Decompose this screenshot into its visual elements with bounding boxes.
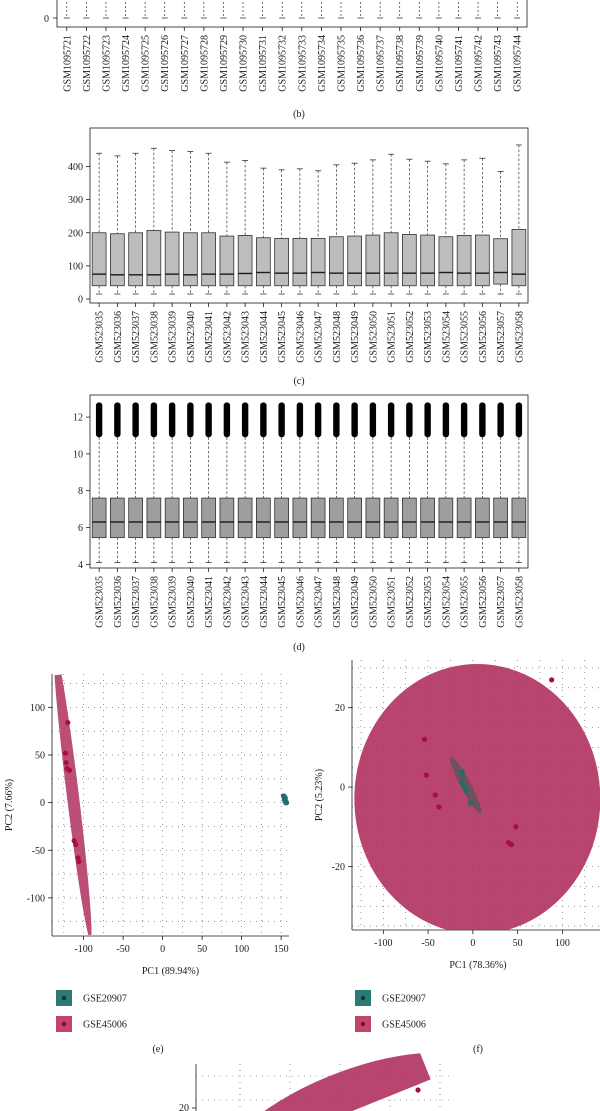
outlier-points xyxy=(297,402,303,437)
point-gse45006 xyxy=(424,773,429,778)
x-tick-label: GSM523049 xyxy=(350,311,362,363)
y-tick-label: 400 xyxy=(68,162,83,173)
panel-c-boxplot xyxy=(68,128,528,387)
x-tick-label: -50 xyxy=(116,944,130,955)
outlier-points xyxy=(224,402,230,437)
x-tick-label: GSM1095737 xyxy=(375,35,387,92)
x-tick-label: GSM523055 xyxy=(459,576,471,628)
x-tick-label: GSM1095733 xyxy=(297,35,309,92)
point-gse45006 xyxy=(436,804,441,809)
box xyxy=(384,233,398,286)
y-tick-label: 100 xyxy=(30,702,45,714)
y-tick-label: 8 xyxy=(78,486,83,498)
x-tick-label: GSM523042 xyxy=(222,311,234,363)
outlier-points xyxy=(497,402,503,437)
box xyxy=(512,229,526,285)
x-tick-label: GSM523044 xyxy=(258,576,270,628)
x-tick-label: GSM523043 xyxy=(240,311,252,363)
x-tick-label: GSM523042 xyxy=(222,576,234,628)
point-gse45006 xyxy=(549,677,554,682)
box xyxy=(421,498,435,538)
outlier-points xyxy=(424,402,430,437)
point-gse20907 xyxy=(460,780,465,785)
panel-f-pca-scatter xyxy=(314,660,600,1055)
box xyxy=(147,498,161,538)
x-tick-label: GSM523037 xyxy=(131,311,143,363)
x-tick-label: GSM1095724 xyxy=(121,35,133,92)
x-tick-label: GSM1095732 xyxy=(277,35,289,92)
point-gse45006 xyxy=(509,842,514,847)
outlier-points xyxy=(278,402,284,437)
point-gse20907 xyxy=(282,795,287,800)
x-tick-label: GSM523046 xyxy=(295,311,307,363)
legend-label: GSE20907 xyxy=(83,993,127,1005)
x-tick-label: GSM1095730 xyxy=(238,35,250,92)
x-tick-label: 0 xyxy=(160,944,166,955)
y-tick-label: 10 xyxy=(73,449,83,461)
x-tick-label: GSM1095740 xyxy=(434,35,446,92)
point-gse45006 xyxy=(67,768,72,773)
outlier-points xyxy=(370,402,376,437)
y-axis-label: PC2 (7.66%) xyxy=(4,778,15,832)
x-tick-label: GSM523035 xyxy=(94,576,106,628)
x-tick-label: GSM1095744 xyxy=(512,35,524,92)
box xyxy=(165,232,179,286)
panel-e-pca-scatter xyxy=(4,645,289,1055)
x-tick-label: GSM523036 xyxy=(112,576,124,628)
x-tick-label: GSM1095731 xyxy=(258,35,270,92)
outlier-points xyxy=(461,402,467,437)
x-tick-label: GSM1095735 xyxy=(336,35,348,92)
outlier-points xyxy=(169,402,175,437)
box xyxy=(311,498,325,538)
x-tick-label: GSM523037 xyxy=(131,576,143,628)
x-tick-label: GSM523040 xyxy=(185,576,197,628)
x-tick-label: GSM1095729 xyxy=(218,34,230,92)
point-gse20907 xyxy=(464,788,469,793)
x-tick-label: GSM523056 xyxy=(477,311,489,363)
box xyxy=(475,235,489,286)
point-gse45006 xyxy=(76,859,81,864)
box xyxy=(421,235,435,286)
outlier-points xyxy=(388,402,394,437)
panel-caption: (f) xyxy=(473,1044,483,1055)
outlier-points xyxy=(260,402,266,437)
point-gse45006 xyxy=(433,792,438,797)
box xyxy=(129,498,143,538)
box xyxy=(457,498,471,538)
box xyxy=(220,236,234,286)
x-tick-label: GSM1095728 xyxy=(199,35,211,92)
x-tick-label: GSM523046 xyxy=(295,576,307,628)
x-tick-label: GSM523052 xyxy=(404,311,416,363)
panel-caption: (d) xyxy=(293,642,305,653)
outlier-points xyxy=(516,402,522,437)
y-tick-label: 300 xyxy=(68,195,83,207)
x-tick-label: GSM1095725 xyxy=(140,35,152,92)
point-gse20907 xyxy=(468,800,473,805)
point-gse20907 xyxy=(284,800,289,805)
x-tick-label: 50 xyxy=(197,944,208,955)
y-tick-label: 0 xyxy=(78,294,83,306)
point-gse20907 xyxy=(460,773,465,778)
x-tick-label: GSM523051 xyxy=(386,576,398,628)
box xyxy=(402,234,416,285)
y-tick-label: 12 xyxy=(73,412,83,424)
box xyxy=(348,236,362,286)
box xyxy=(329,237,343,286)
x-tick-label: GSM523045 xyxy=(277,576,289,628)
x-tick-label: GSM523041 xyxy=(204,576,216,628)
y-tick-label: 0 xyxy=(340,782,345,794)
x-tick-label: GSM523039 xyxy=(167,311,179,363)
outlier-points xyxy=(132,402,138,437)
x-tick-label: GSM1095741 xyxy=(453,35,465,92)
box xyxy=(92,498,106,538)
x-tick-label: GSM1095727 xyxy=(179,35,191,92)
x-axis-label: PC1 (78.36%) xyxy=(449,960,507,971)
x-tick-label: GSM523053 xyxy=(423,311,435,363)
box xyxy=(238,235,252,285)
x-axis-label: PC1 (89.94%) xyxy=(141,966,200,977)
x-tick-label: GSM523038 xyxy=(149,576,161,628)
outlier-points xyxy=(114,402,120,437)
x-tick-label: GSM523043 xyxy=(240,576,252,628)
box xyxy=(183,233,197,286)
x-tick-label: GSM523039 xyxy=(167,576,179,628)
box xyxy=(110,234,124,286)
confidence-ellipse-gse45006 xyxy=(49,645,97,940)
panel-caption: (e) xyxy=(152,1044,164,1055)
x-tick-label: GSM1095738 xyxy=(395,35,407,92)
box xyxy=(293,238,307,285)
box xyxy=(457,235,471,285)
x-tick-label: GSM523055 xyxy=(459,311,471,363)
box xyxy=(293,498,307,538)
x-tick-label: 100 xyxy=(554,938,570,949)
x-tick-label: -100 xyxy=(74,944,93,955)
box xyxy=(311,238,325,285)
box xyxy=(165,498,179,538)
box xyxy=(475,498,489,538)
outlier-points xyxy=(151,402,157,437)
box xyxy=(92,233,106,286)
y-tick-label: 20 xyxy=(335,703,345,715)
point-gse45006 xyxy=(73,842,78,847)
x-tick-label: GSM523048 xyxy=(331,576,343,628)
x-tick-label: GSM523047 xyxy=(313,576,325,628)
x-tick-label: GSM1095734 xyxy=(316,35,328,92)
box xyxy=(494,239,508,284)
box xyxy=(256,498,270,538)
x-tick-label: 100 xyxy=(234,944,250,955)
outlier-points xyxy=(205,402,211,437)
outlier-points xyxy=(479,402,485,437)
box xyxy=(329,498,343,538)
legend-label: GSE20907 xyxy=(382,993,426,1005)
panel-caption: (c) xyxy=(293,376,305,387)
box xyxy=(402,498,416,538)
panel-d-boxplot xyxy=(73,395,528,653)
x-tick-label: -100 xyxy=(374,938,393,949)
box xyxy=(366,498,380,538)
box xyxy=(202,498,216,538)
box xyxy=(110,498,124,538)
x-tick-label: GSM523049 xyxy=(350,576,362,628)
x-tick-label: GSM1095739 xyxy=(414,35,426,92)
point-gse45006 xyxy=(422,737,427,742)
legend-marker xyxy=(361,996,365,1000)
y-tick-label: 100 xyxy=(68,261,83,273)
legend-marker xyxy=(361,1022,365,1026)
outlier-points xyxy=(443,402,449,437)
box xyxy=(256,238,270,286)
plot-frame xyxy=(57,0,527,27)
legend-marker xyxy=(62,996,66,1000)
x-tick-label: GSM1095743 xyxy=(493,35,505,92)
x-tick-label: GSM1095742 xyxy=(473,34,485,92)
point-gse45006 xyxy=(513,824,518,829)
x-tick-label: 0 xyxy=(470,938,476,949)
x-tick-label: GSM523058 xyxy=(514,311,526,363)
box xyxy=(183,498,197,538)
panel-caption: (b) xyxy=(293,109,305,120)
x-tick-label: GSM523054 xyxy=(441,576,453,628)
outlier-points xyxy=(351,402,357,437)
box xyxy=(494,498,508,538)
x-tick-label: GSM523045 xyxy=(277,311,289,363)
x-tick-label: GSM523052 xyxy=(404,576,416,628)
panel-b-boxplot xyxy=(44,0,527,120)
point-gse45006 xyxy=(65,720,70,725)
x-tick-label: GSM523048 xyxy=(331,311,343,363)
x-tick-label: GSM523054 xyxy=(441,311,453,363)
x-tick-label: GSM523044 xyxy=(258,311,270,363)
legend-label: GSE45006 xyxy=(83,1019,127,1031)
outlier-points xyxy=(333,402,339,437)
box xyxy=(275,498,289,538)
x-tick-label: GSM523058 xyxy=(514,576,526,628)
x-tick-label: GSM1095721 xyxy=(62,35,74,92)
x-tick-label: GSM1095723 xyxy=(101,35,113,92)
x-tick-label: GSM523040 xyxy=(185,311,197,363)
box xyxy=(348,498,362,538)
x-tick-label: GSM523036 xyxy=(112,311,124,363)
box xyxy=(275,238,289,285)
y-tick-label: 50 xyxy=(35,750,45,762)
x-tick-label: GSM1095726 xyxy=(160,35,172,92)
box xyxy=(366,235,380,286)
y-tick-label: 20 xyxy=(179,1103,189,1111)
legend-marker xyxy=(62,1022,66,1026)
point-gse45006 xyxy=(64,760,69,765)
x-tick-label: GSM1095736 xyxy=(356,35,368,92)
x-tick-label: GSM523053 xyxy=(423,576,435,628)
box xyxy=(147,230,161,285)
outlier-points xyxy=(187,402,193,437)
y-tick-label: 4 xyxy=(78,559,83,571)
x-tick-label: -50 xyxy=(421,938,435,949)
y-tick-label: 200 xyxy=(68,228,83,240)
point-gse45006 xyxy=(63,750,68,755)
x-tick-label: GSM523057 xyxy=(496,311,508,363)
x-tick-label: 150 xyxy=(273,944,289,955)
box xyxy=(202,233,216,286)
x-tick-label: GSM523051 xyxy=(386,311,398,363)
y-tick-label: 6 xyxy=(78,523,83,535)
y-axis-label: PC2 (5.23%) xyxy=(314,768,325,822)
x-tick-label: GSM523035 xyxy=(94,311,106,363)
x-tick-label: GSM523050 xyxy=(368,576,380,628)
x-tick-label: GSM523038 xyxy=(149,311,161,363)
box xyxy=(439,498,453,538)
box xyxy=(384,498,398,538)
y-tick-label: 0 xyxy=(44,14,49,25)
x-tick-label: GSM523050 xyxy=(368,311,380,363)
x-tick-label: GSM523057 xyxy=(496,576,508,628)
outlier-points xyxy=(406,402,412,437)
x-tick-label: GSM523056 xyxy=(477,576,489,628)
x-tick-label: GSM523041 xyxy=(204,311,216,363)
y-tick-label: -50 xyxy=(31,845,45,857)
x-tick-label: GSM1095722 xyxy=(81,35,93,92)
legend-label: GSE45006 xyxy=(382,1019,426,1031)
outlier-points xyxy=(242,402,248,437)
outlier-points xyxy=(96,402,102,437)
y-tick-label: 0 xyxy=(40,798,45,810)
y-tick-label: -100 xyxy=(26,893,45,905)
box xyxy=(129,233,143,286)
outlier-points xyxy=(315,402,321,437)
x-tick-label: 50 xyxy=(512,938,523,949)
box xyxy=(439,237,453,286)
box xyxy=(512,498,526,538)
box xyxy=(238,498,252,538)
y-tick-label: -20 xyxy=(331,861,345,873)
box xyxy=(220,498,234,538)
x-tick-label: GSM523047 xyxy=(313,311,325,363)
point-gse45006 xyxy=(415,1087,420,1092)
